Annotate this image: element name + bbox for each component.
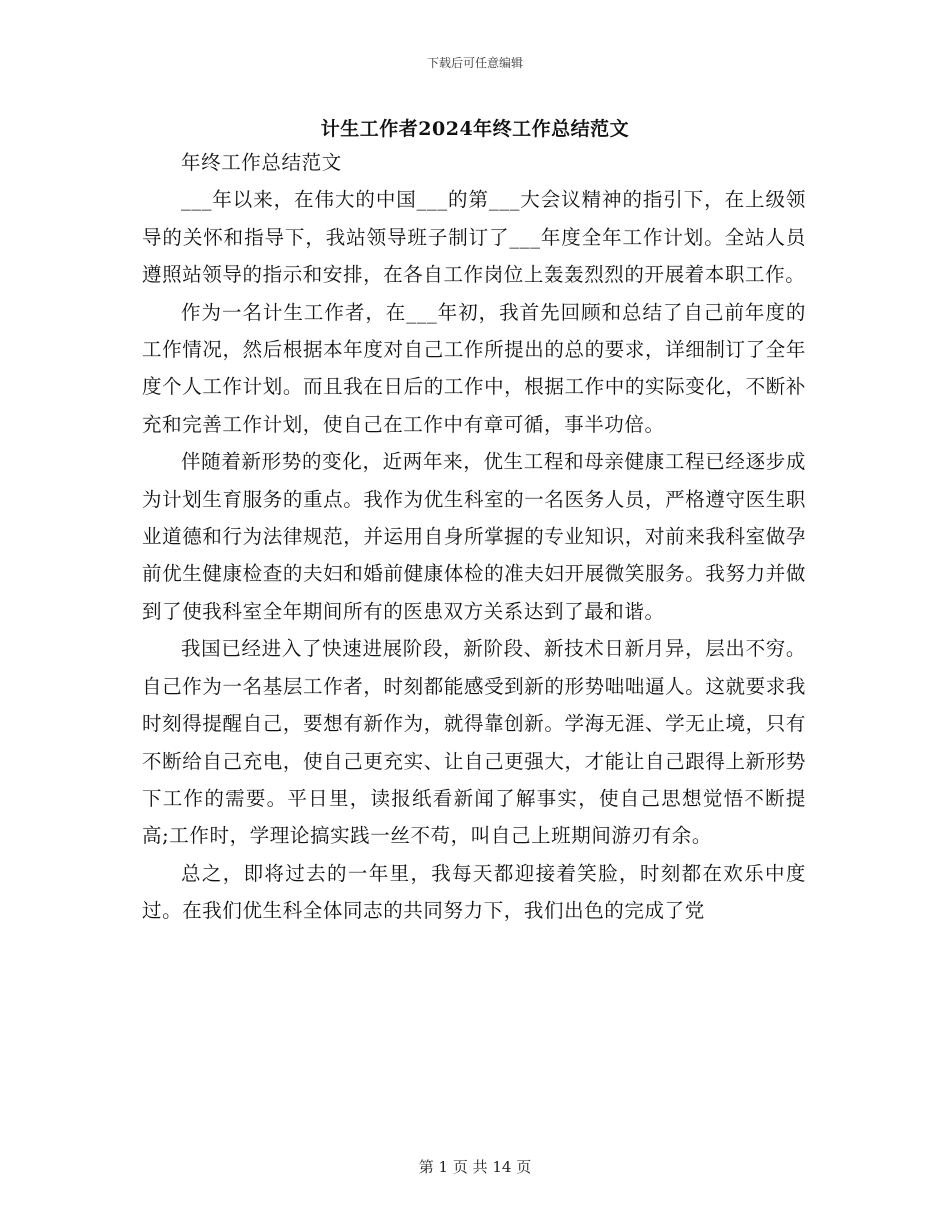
- paragraph-summary: 总之，即将过去的一年里，我每天都迎接着笑脸，时刻都在欢乐中度过。在我们优生科全体同志的共同努力下，我们出色的完成了党: [142, 861, 806, 923]
- document-body: [142, 144, 806, 930]
- paragraph-planning: 作为一名计生工作者，在___年初，我首先回顾和总结了自己前年度的工作情况，然后根据本年度对自己工作所提出的总的要求，详细制订了全年度个人工作计划。而且我在日后的工作中，根据工作中的实际变化，不断补充和完善工作计划，使自己在工作中有章可循，事半功倍。: [142, 300, 806, 436]
- paragraph-innovation: 我国已经进入了快速进展阶段，新阶段、新技术日新月异，层出不穷。自己作为一名基层工作者，时刻都能感受到新的形势咄咄逼人。这就要求我时刻得提醒自己，要想有新作为，就得靠创新。学海无涯、学无止境，只有不断给自己充电，使自己更充实、让自己更强大，才能让自己跟得上新形势下工作的需要。平日里，读报纸看新闻了解事实，使自己思想觉悟不断提高;工作时，学理论搞实践一丝不苟，叫自己上班期间游刃有余。: [142, 637, 806, 848]
- paragraph-subtitle: 年终工作总结范文: [181, 151, 342, 174]
- paragraph-intro: ___年以来，在伟大的中国___的第___大会议精神的指引下，在上级领导的关怀和指导下，我站领导班子制订了___年度全年工作计划。全站人员遵照站领导的指示和安排，在各自工作岗位上轰轰烈烈的开展着本职工作。: [142, 188, 806, 287]
- paragraph-service: 伴随着新形势的变化，近两年来，优生工程和母亲健康工程已经逐步成为计划生育服务的重点。我作为优生科室的一名医务人员，严格遵守医生职业道德和行为法律规范，并运用自身所掌握的专业知识，对前来我科室做孕前优生健康检查的夫妇和婚前健康体检的准夫妇开展微笑服务。我努力并做到了使我科室全年期间所有的医患双方关系达到了最和谐。: [142, 450, 806, 623]
- document-title: 计生工作者2024年终工作总结范文: [320, 118, 630, 140]
- page-number: 第 1 页 共 14 页: [418, 1158, 532, 1176]
- header-note: 下载后可任意编辑: [426, 56, 523, 70]
